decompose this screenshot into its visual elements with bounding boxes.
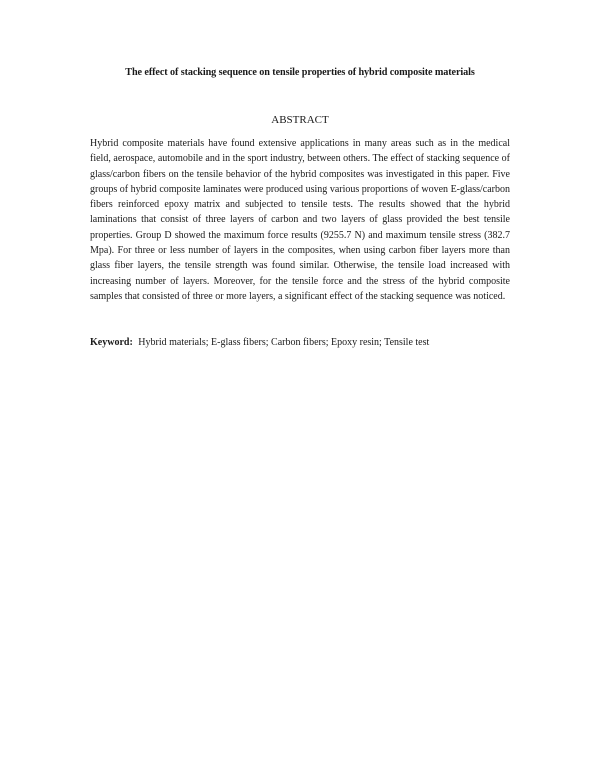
keywords-line <box>90 336 510 349</box>
keywords-label: Keyword: <box>90 337 133 348</box>
keywords-text: Hybrid materials; E-glass fibers; Carbon fibers; Epoxy resin; Tensile test <box>138 337 430 348</box>
abstract-body: Hybrid composite materials have found extensive applications in many areas such as in the medical field, aerospace, automobile and in the sport industry, between others. The effect of stacking sequence of glass/carbon fibers on the tensile behavior of the hybrid composites was investigated in this paper. Five groups of hybrid composite laminates were produced using various proportions of woven E-glass/carbon fibers reinforced epoxy matrix and subjected to tensile tests. The results showed that the hybrid laminations that consist of three layers of carbon and two layers of glass provided the best tensile properties. Group D showed the maximum force results (9255.7 N) and maximum tensile stress (382.7 Mpa). For three or less number of layers in the composites, when using carbon fiber layers more than glass fiber layers, the tensile strength was found similar. Otherwise, the tensile load increased with increasing number of layers. Moreover, for the tensile force and the stress of the hybrid composite samples that consisted of three or more layers, a significant effect of the stacking sequence was noticed. <box>90 138 510 302</box>
paper-title: The effect of stacking sequence on tensile properties of hybrid composite materials <box>125 67 475 78</box>
abstract-heading: ABSTRACT <box>271 114 329 126</box>
